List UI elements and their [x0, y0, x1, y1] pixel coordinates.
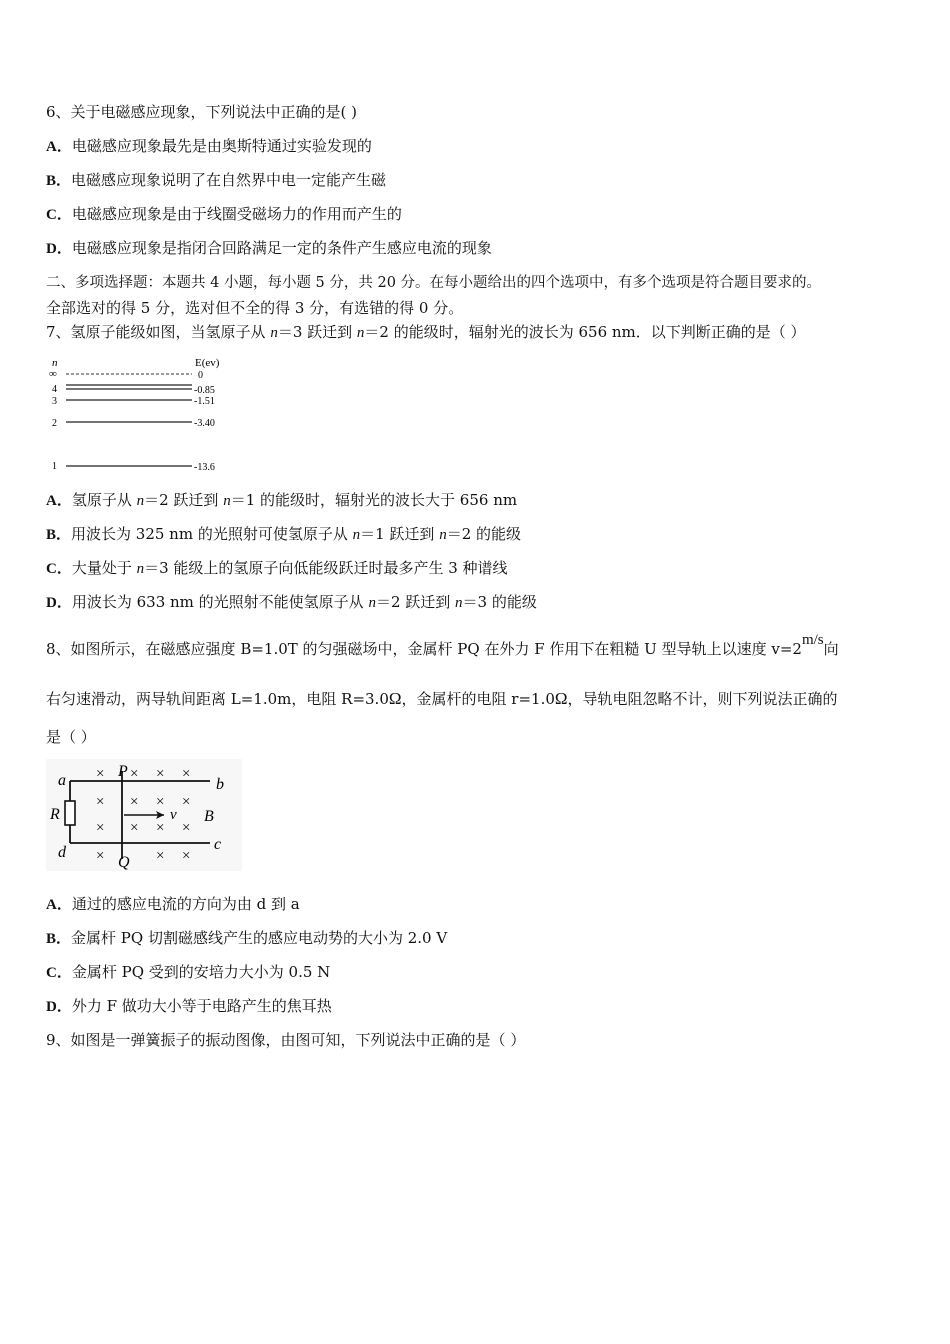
q6-option-a: [46, 136, 372, 157]
option-letter: B．: [46, 931, 72, 947]
q7-option-d: [46, 592, 537, 613]
q8-stem-line3: 是（ ）: [46, 728, 96, 746]
n-symbol: n: [223, 493, 231, 509]
stem-part: ，导轨电阻忽略不计，则下列说法正确的: [567, 690, 838, 708]
option-text: 金属杆 PQ 受到的安培力大小为 0.5 N: [71, 963, 331, 981]
option-text: ＝1 的能级时，辐射光的波长大于 656 nm: [230, 491, 518, 509]
q6-option-d: [46, 238, 492, 259]
option-text: ＝2 的能级: [446, 525, 522, 543]
point-label-q: Q: [118, 854, 130, 871]
level-n-label: 2: [52, 418, 57, 429]
option-letter: B．: [46, 173, 72, 189]
q9-stem: 9、如图是一弹簧振子的振动图像，由图可知，下列说法中正确的是（ ）: [46, 1031, 526, 1049]
option-letter: A．: [46, 493, 72, 509]
option-text: 金属杆 PQ 切割磁感线产生的感应电动势的大小为 2.0 V: [71, 929, 448, 947]
stem-part: 8、如图所示，在磁感应强度 B=1.0T 的匀强磁场中，金属杆 PQ 在外力 F 作用下在粗糙 U 型导轨上以速度 v=2: [46, 640, 802, 658]
energy-axis-label: E(ev): [195, 357, 220, 369]
n-symbol: n: [439, 527, 447, 543]
n-symbol: n: [368, 595, 376, 611]
level-energy-label: -0.85: [194, 385, 215, 396]
level-energy-label: -13.6: [194, 462, 215, 473]
option-letter: D．: [46, 241, 72, 257]
option-text: 氢原子从: [71, 491, 137, 509]
field-cross-icon: ×: [156, 794, 165, 810]
q8-stem-line2: [46, 689, 838, 709]
q6-option-c: [46, 204, 402, 225]
option-letter: C．: [46, 965, 72, 981]
field-cross-icon: ×: [156, 848, 165, 864]
field-cross-icon: ×: [182, 794, 191, 810]
q7-stem: [46, 322, 806, 343]
stem-part: ，金属杆的电阻 r=1.0: [401, 690, 555, 708]
level-n-label: ∞: [49, 368, 57, 380]
field-cross-icon: ×: [96, 766, 105, 782]
point-label-b: b: [216, 776, 224, 793]
n-symbol: n: [352, 527, 361, 543]
option-text: ＝3 能级上的氢原子向低能级跃迁时最多产生 3 种谱线: [144, 559, 508, 577]
q8-option-b: [46, 928, 447, 949]
option-letter: D．: [46, 595, 72, 611]
n-axis-label: n: [52, 357, 58, 369]
option-text: 电磁感应现象是指闭合回路满足一定的条件产生感应电流的现象: [71, 239, 492, 257]
option-text: ＝1 跃迁到: [360, 525, 440, 543]
field-cross-icon: ×: [96, 820, 105, 836]
stem-part: 7、氢原子能级如图，当氢原子从: [46, 323, 271, 341]
q7-option-c: [46, 558, 508, 579]
q6-stem: 6、关于电磁感应现象，下列说法中正确的是( ): [46, 103, 358, 121]
option-text: ＝2 跃迁到: [375, 593, 456, 611]
section2-heading-line2: 全部选对的得 5 分，选对但不全的得 3 分，有选错的得 0 分。: [46, 299, 464, 317]
option-text: 用波长为 325 nm 的光照射可使氢原子从: [71, 525, 353, 543]
q8-option-c: [46, 962, 330, 983]
option-text: 电磁感应现象最先是由奥斯特通过实验发现的: [71, 137, 372, 155]
stem-part: 右匀速滑动，两导轨间距离 L=1.0m，电阻 R=3.0: [46, 690, 389, 708]
level-energy-label: -3.40: [194, 418, 215, 429]
n-symbol: n: [136, 493, 145, 509]
energy-level-diagram: [46, 354, 236, 476]
point-label-d: d: [58, 844, 66, 861]
circuit-diagram: [46, 759, 242, 871]
section2-heading-line1: 二、多项选择题：本题共 4 小题，每小题 5 分，共 20 分。在每小题给出的四个选项中，有多个选项是符合题目要求的。: [46, 275, 822, 291]
level-energy-label: 0: [198, 370, 203, 381]
stem-part: ＝3 跃迁到: [277, 323, 357, 341]
resistor-label: R: [50, 806, 60, 823]
point-label-c: c: [214, 836, 222, 853]
field-cross-icon: ×: [96, 848, 105, 864]
field-label: B: [204, 808, 214, 825]
option-letter: C．: [46, 561, 72, 577]
option-text: 用波长为 633 nm 的光照射不能使氢原子从: [71, 593, 369, 611]
stem-part: 向: [823, 640, 839, 658]
option-letter: C．: [46, 207, 72, 223]
q7-option-b: [46, 524, 521, 545]
q7-option-a: [46, 490, 517, 511]
option-text: 电磁感应现象是由于线圈受磁场力的作用而产生的: [71, 205, 402, 223]
field-cross-icon: ×: [130, 766, 139, 782]
field-cross-icon: ×: [182, 848, 191, 864]
field-cross-icon: ×: [182, 766, 191, 782]
level-n-label: 3: [52, 396, 57, 407]
ohm-symbol: Ω: [388, 689, 402, 708]
velocity-label: v: [170, 807, 177, 823]
option-letter: D．: [46, 999, 72, 1015]
option-letter: B．: [46, 527, 72, 543]
option-letter: A．: [46, 139, 72, 155]
n-symbol: n: [136, 561, 145, 577]
q8-option-d: [46, 996, 332, 1017]
field-cross-icon: ×: [156, 766, 165, 782]
stem-part: ＝2 的能级时，辐射光的波长为 656 nm．以下判断正确的是（ ）: [364, 323, 806, 341]
n-symbol: n: [356, 325, 365, 341]
q8-stem-line1: [46, 632, 839, 660]
option-text: ＝2 跃迁到: [144, 491, 224, 509]
field-cross-icon: ×: [130, 820, 139, 836]
option-letter: A．: [46, 897, 72, 913]
q6-option-b: [46, 170, 386, 191]
point-label-a: a: [58, 772, 66, 789]
field-cross-icon: ×: [96, 794, 105, 810]
level-n-label: 1: [52, 461, 57, 472]
option-text: 大量处于: [71, 559, 137, 577]
option-text: 外力 F 做功大小等于电路产生的焦耳热: [71, 997, 332, 1015]
level-energy-label: -1.51: [194, 396, 215, 407]
field-cross-icon: ×: [156, 820, 165, 836]
field-cross-icon: ×: [182, 820, 191, 836]
option-text: ＝3 的能级: [462, 593, 537, 611]
resistor-icon: [65, 801, 75, 825]
point-label-p: P: [118, 763, 128, 780]
option-text: 通过的感应电流的方向为由 d 到 a: [71, 895, 300, 913]
level-n-label: 4: [52, 384, 57, 395]
q8-option-a: [46, 894, 300, 915]
ohm-symbol: Ω: [554, 689, 568, 708]
field-cross-icon: ×: [130, 794, 139, 810]
velocity-unit: m/s: [801, 632, 824, 648]
option-text: 电磁感应现象说明了在自然界中电一定能产生磁: [71, 171, 387, 189]
n-symbol: n: [455, 595, 463, 611]
n-symbol: n: [270, 325, 278, 341]
